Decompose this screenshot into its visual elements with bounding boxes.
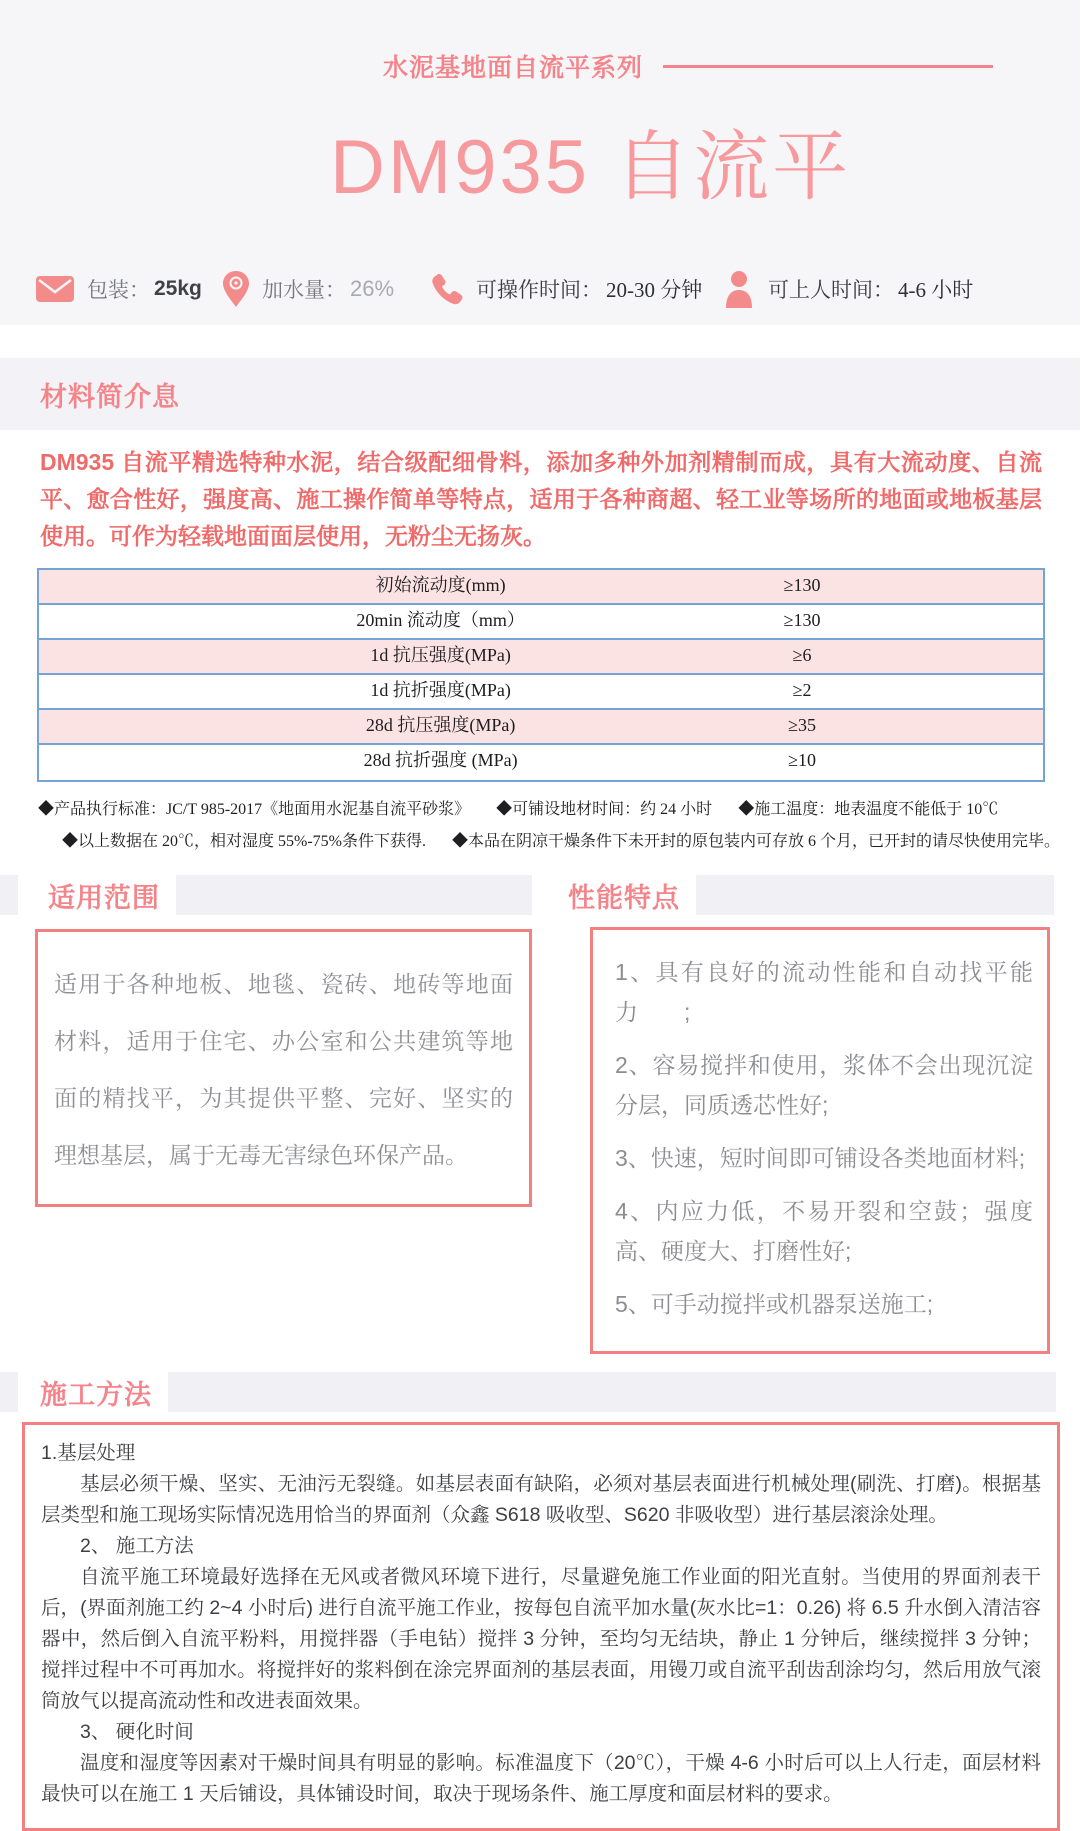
- edge-block: [0, 875, 18, 915]
- scope-heading: 适用范围: [48, 882, 160, 913]
- phone-icon: [430, 272, 464, 306]
- method-step-body: 基层必须干燥、坚实、无油污无裂缝。如基层表面有缺陷，必须对基层表面进行机械处理(刷洗、打磨)。根据基层类型和施工现场实际情况选用恰当的界面剂（众鑫 S618 吸收型、S620 非吸收型）进行基层滚涂处理。: [41, 1473, 1041, 1526]
- working-time-label: 可操作时间：: [476, 278, 602, 302]
- spec-value: ≥35: [788, 715, 816, 735]
- method-heading-band: [0, 1372, 1080, 1412]
- spec-table: [37, 568, 1045, 782]
- package-label: 包装：: [87, 279, 150, 302]
- method-step-body: 温度和湿度等因素对干燥时间具有明显的影响。标准温度下（20℃），干燥 4-6 小时后可以上人行走，面层材料最快可以在施工 1 天后铺设，具体铺设时间，取决于现场条件、施工厚度和面层材料的要求。: [41, 1752, 1041, 1805]
- info-item-package: [35, 266, 202, 312]
- package-value: 25kg: [154, 277, 202, 300]
- scope-box: 适用于各种地板、地毯、瓷砖、地砖等地面材料，适用于住宅、办公室和公共建筑等地面的精找平，为其提供平整、完好、坚实的理想基层，属于无毒无害绿色环保产品。: [35, 929, 532, 1207]
- table-row: [39, 640, 1043, 675]
- envelope-icon: [35, 274, 75, 304]
- white-gap: [0, 325, 1080, 358]
- footnote-standard: ◆产品执行标准：JC/T 985-2017《地面用水泥基自流平砂浆》: [38, 801, 471, 818]
- series-title: 水泥基地面自流平系列: [383, 54, 644, 82]
- spec-name: 28d 抗折强度 (MPa): [363, 750, 518, 770]
- list-item: 4、内应力低，不易开裂和空鼓；强度高、硬度大、打磨性好;: [615, 1198, 1033, 1264]
- list-item: 5、可手动搅拌或机器泵送施工;: [615, 1291, 934, 1317]
- footnote-storage: ◆本品在阴凉干燥条件下未开封的原包装内可存放 6 个月，已开封的请尽快使用完毕。: [452, 833, 1061, 850]
- features-column: [540, 875, 1080, 1354]
- table-row: [39, 745, 1043, 780]
- info-item-working-time: [430, 266, 702, 312]
- spec-name: 20min 流动度（mm）: [356, 610, 525, 630]
- series-title-row: [383, 48, 993, 84]
- spec-value: ≥130: [783, 575, 821, 595]
- band-fill: [168, 1372, 1056, 1412]
- method-step-body: 自流平施工环境最好选择在无风或者微风环境下进行，尽量避免施工作业面的阳光直射。当使用的界面剂表干后，(界面剂施工约 2~4 小时后) 进行自流平施工作业，按每包自流平加水量(灰水比=1：0.26) 将 6.5 升水倒入清洁容器中，然后倒入自流平粉料，用搅拌器（手电钻）搅拌 3 分钟，至均匀无结块，静止 1 分钟后，继续搅拌 3 分钟；搅拌过程中不可再加水。将搅拌好的浆料倒在涂完界面剂的基层表面，用镘刀或自流平刮齿刮涂均匀，然后用放气滚筒放气以提高流动性和改进表面效果。: [41, 1566, 1041, 1712]
- footnote-covering-time: ◆可铺设地材时间：约 24 小时: [496, 801, 713, 818]
- walkable-time-value: 4-6 小时: [898, 278, 974, 302]
- spec-name: 28d 抗压强度(MPa): [365, 715, 516, 735]
- walkable-time-label: 可上人时间：: [768, 278, 894, 302]
- band-fill: [696, 875, 1054, 915]
- hero-section: [0, 0, 1080, 325]
- list-item: 1、具有良好的流动性能和自动找平能力 ;: [615, 959, 1033, 1025]
- info-item-water-ratio: [222, 266, 394, 312]
- method-box: [22, 1422, 1060, 1831]
- two-column-section: [0, 875, 1080, 1354]
- intro-heading-band: [0, 358, 1080, 430]
- product-title: DM935 自流平: [330, 125, 852, 210]
- table-row: [39, 675, 1043, 710]
- footnote-line-1: [38, 796, 1080, 819]
- spec-value: ≥6: [792, 645, 812, 665]
- method-step-title: 3、 硬化时间: [80, 1721, 194, 1743]
- spec-name: 1d 抗压强度(MPa): [370, 645, 511, 665]
- table-row: [39, 710, 1043, 745]
- intro-paragraph: DM935 自流平精选特种水泥，结合级配细骨料，添加多种外加剂精制而成，具有大流动度、自流平、愈合性好，强度高、施工操作简单等特点，适用于各种商超、轻工业等场所的地面或地板基层使用。可作为轻载地面面层使用，无粉尘无扬灰。: [40, 449, 1042, 549]
- footnote-conditions: ◆以上数据在 20℃，相对湿度 55%-75%条件下获得.: [62, 833, 426, 850]
- scope-column: [0, 875, 540, 1354]
- method-step-title: 2、 施工方法: [80, 1535, 194, 1557]
- method-step-title: 1.基层处理: [41, 1442, 136, 1464]
- band-fill: [176, 875, 532, 915]
- list-item: 2、容易搅拌和使用，浆体不会出现沉淀分层，同质透芯性好;: [615, 1052, 1033, 1118]
- method-section: [0, 1372, 1080, 1831]
- features-heading-band: [540, 875, 1080, 915]
- person-icon: [722, 270, 756, 308]
- table-row: [39, 605, 1043, 640]
- intro-heading: 材料简介息: [40, 381, 180, 412]
- method-heading: 施工方法: [40, 1379, 152, 1410]
- info-item-walkable-time: [722, 266, 973, 312]
- location-pin-icon: [222, 270, 250, 308]
- footnotes: [38, 796, 1080, 851]
- scope-heading-band: [0, 875, 540, 915]
- series-title-rule: [663, 65, 993, 68]
- spec-value: ≥130: [783, 610, 821, 630]
- spec-value: ≥10: [788, 750, 816, 770]
- working-time-value: 20-30 分钟: [606, 278, 703, 302]
- footnote-line-2: [62, 828, 1080, 851]
- water-ratio-label: 加水量：: [262, 279, 346, 302]
- footnote-temperature: ◆施工温度：地表温度不能低于 10℃: [738, 801, 999, 818]
- spec-value: ≥2: [792, 680, 812, 700]
- edge-block: [0, 1372, 18, 1412]
- spec-name: 1d 抗折强度(MPa): [370, 680, 511, 700]
- list-item: 3、快速，短时间即可铺设各类地面材料;: [615, 1145, 1026, 1171]
- features-heading: 性能特点: [568, 882, 680, 913]
- spec-name: 初始流动度(mm): [375, 575, 506, 595]
- table-row: [39, 570, 1043, 605]
- features-box: [590, 927, 1050, 1354]
- water-ratio-value: 26%: [350, 276, 395, 301]
